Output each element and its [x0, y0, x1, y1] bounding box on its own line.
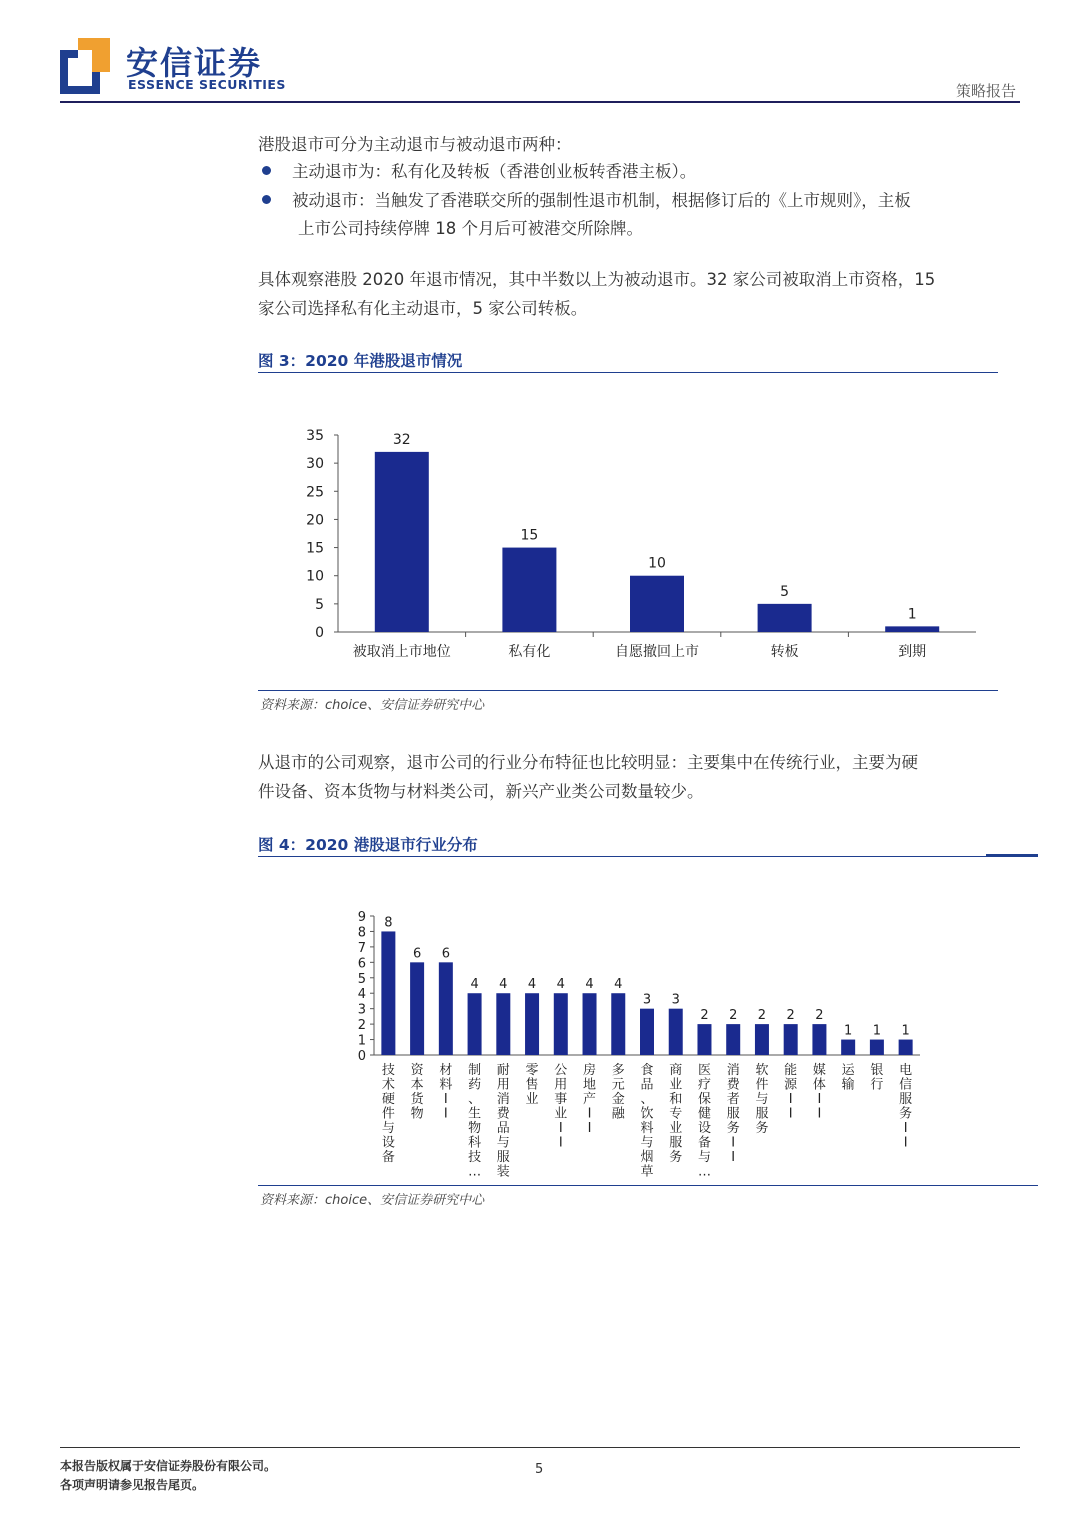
x-tick-label: 耐用消费品与服装 [496, 1063, 510, 1180]
y-tick-label: 1 [357, 1033, 366, 1049]
y-tick-label: 4 [357, 987, 366, 1003]
y-tick-label: 10 [306, 568, 324, 585]
data-label: 4 [470, 977, 479, 993]
bar [870, 1040, 884, 1055]
document-type: 策略报告 [955, 82, 1016, 100]
x-tick-label: 能源 I I [784, 1063, 798, 1122]
figure-4-title: 图 4：2020 港股退市行业分布 [258, 836, 478, 854]
bar [439, 962, 453, 1055]
bullet-passive-delisting-cont: 上市公司持续停牌 18 个月后可被港交所除牌。 [298, 219, 643, 238]
data-label: 4 [527, 977, 537, 993]
bar [410, 962, 424, 1055]
bar [381, 931, 395, 1055]
figure-3-bar-chart [258, 395, 998, 680]
data-label: 2 [815, 1008, 824, 1024]
x-tick-label: 资本货物 [410, 1063, 424, 1122]
footer-copyright: 本报告版权属于安信证券股份有限公司。 [60, 1459, 277, 1473]
data-label: 4 [585, 977, 594, 993]
bar [554, 993, 568, 1055]
bar [502, 548, 556, 632]
bar [375, 452, 429, 632]
y-tick-label: 30 [306, 456, 324, 473]
intro-paragraph-line1: 具体观察港股 2020 年退市情况，其中半数以上为被动退市。32 家公司被取消上市资格，15 [258, 270, 936, 289]
data-label: 32 [392, 431, 411, 448]
bullet-active-delisting: 主动退市为：私有化及转板（香港创业板转香港主板）。 [292, 162, 697, 181]
x-tick-label: 电信服务 I I [899, 1063, 913, 1151]
bar [640, 1009, 654, 1055]
middle-paragraph-line1: 从退市的公司观察，退市公司的行业分布特征也比较明显：主要集中在传统行业，主要为硬 [258, 753, 918, 772]
x-tick-label: 医疗保健设备与… [697, 1063, 711, 1180]
x-tick-label: 银行 [870, 1063, 884, 1093]
y-tick-label: 9 [357, 910, 366, 925]
page-number: 5 [535, 1462, 544, 1477]
x-tick-label: 制药、生物科技… [468, 1063, 482, 1180]
header-divider [60, 101, 1020, 103]
bullet-passive-delisting: 被动退市：当触发了香港联交所的强制性退市机制，根据修订后的《上市规则》，主板 [292, 191, 911, 210]
figure-3-source: 资料来源：choice、安信证券研究中心 [260, 698, 485, 713]
data-label: 6 [412, 946, 422, 962]
y-tick-label: 35 [306, 428, 324, 444]
figure-4-top-rule [258, 856, 1038, 857]
x-tick-label: 私有化 [508, 644, 551, 660]
bullet-dot [262, 195, 271, 204]
bar [758, 604, 812, 632]
y-tick-label: 25 [306, 484, 324, 501]
figure-4-accent-rule [986, 854, 1038, 857]
data-label: 2 [729, 1008, 738, 1024]
bar [611, 993, 625, 1055]
x-tick-label: 转板 [770, 644, 799, 660]
bar [841, 1040, 855, 1055]
x-tick-label: 材料 I I [439, 1063, 453, 1122]
y-tick-label: 6 [357, 956, 366, 972]
x-tick-label: 软件与服务 [755, 1063, 769, 1136]
x-tick-label: 公用事业 I I [554, 1063, 568, 1151]
data-label: 2 [786, 1008, 795, 1024]
middle-paragraph-line2: 件设备、资本货物与材料类公司，新兴产业类公司数量较少。 [258, 782, 704, 801]
data-label: 10 [648, 555, 666, 572]
figure-3-top-rule [258, 372, 998, 373]
bar [525, 993, 539, 1055]
bar [468, 993, 482, 1055]
figure-4-source: 资料来源：choice、安信证券研究中心 [260, 1193, 485, 1208]
x-tick-label: 自愿撤回上市 [615, 644, 699, 660]
data-label: 2 [757, 1008, 767, 1024]
bar [755, 1024, 769, 1055]
bullet-dot [262, 166, 271, 175]
data-label: 1 [872, 1023, 882, 1039]
company-name-en: ESSENCE SECURITIES [128, 77, 286, 92]
intro-lead: 港股退市可分为主动退市与被动退市两种： [258, 135, 572, 154]
figure-4-bar-chart [340, 900, 940, 1185]
data-label: 3 [671, 992, 680, 1008]
bar [812, 1024, 826, 1055]
data-label: 1 [907, 606, 917, 623]
data-label: 5 [780, 583, 790, 600]
bar [630, 576, 684, 632]
y-tick-label: 15 [306, 540, 324, 557]
y-tick-label: 5 [315, 596, 324, 613]
y-tick-label: 3 [357, 1002, 366, 1018]
data-label: 15 [520, 527, 539, 544]
y-tick-label: 20 [306, 512, 324, 529]
x-tick-label: 零售业 [525, 1063, 539, 1107]
x-tick-label: 食品、饮料与烟草 [640, 1063, 654, 1180]
y-tick-label: 0 [357, 1049, 366, 1064]
data-label: 1 [901, 1023, 910, 1039]
figure-3-bottom-rule [258, 690, 998, 691]
y-tick-label: 5 [357, 971, 366, 987]
data-label: 4 [499, 977, 508, 993]
x-tick-label: 消费者服务 I I [726, 1063, 740, 1165]
x-tick-label: 媒体 I I [812, 1063, 826, 1122]
data-label: 1 [844, 1023, 853, 1039]
x-tick-label: 商业和专业服务 [669, 1063, 683, 1165]
y-tick-label: 2 [357, 1018, 366, 1034]
y-tick-label: 8 [357, 925, 366, 941]
bar [784, 1024, 798, 1055]
bar [899, 1040, 913, 1055]
bar [697, 1024, 711, 1055]
data-label: 4 [556, 977, 565, 993]
data-label: 2 [700, 1008, 709, 1024]
data-label: 4 [614, 977, 623, 993]
figure-4-bottom-rule [258, 1185, 1038, 1186]
y-tick-label: 7 [357, 940, 366, 956]
bar [726, 1024, 740, 1055]
data-label: 8 [384, 915, 393, 931]
intro-paragraph-line2: 家公司选择私有化主动退市，5 家公司转板。 [258, 299, 588, 318]
bar [885, 626, 939, 632]
bar [583, 993, 597, 1055]
x-tick-label: 技术硬件与设备 [381, 1063, 395, 1165]
company-logo [60, 38, 110, 94]
x-tick-label: 到期 [898, 644, 927, 660]
data-label: 3 [642, 992, 652, 1008]
x-tick-label: 运输 [841, 1063, 855, 1093]
company-name-cn: 安信证券 [126, 44, 263, 82]
figure-3-title: 图 3：2020 年港股退市情况 [258, 352, 463, 370]
x-tick-label: 多元金融 [611, 1063, 625, 1122]
x-tick-label: 被取消上市地位 [352, 644, 451, 660]
bar [496, 993, 510, 1055]
footer-disclaimer: 各项声明请参见报告尾页。 [60, 1478, 205, 1492]
data-label: 6 [441, 946, 450, 962]
footer-divider [60, 1447, 1020, 1448]
y-tick-label: 0 [315, 625, 324, 641]
bar [669, 1009, 683, 1055]
x-tick-label: 房地产 I I [583, 1063, 597, 1136]
